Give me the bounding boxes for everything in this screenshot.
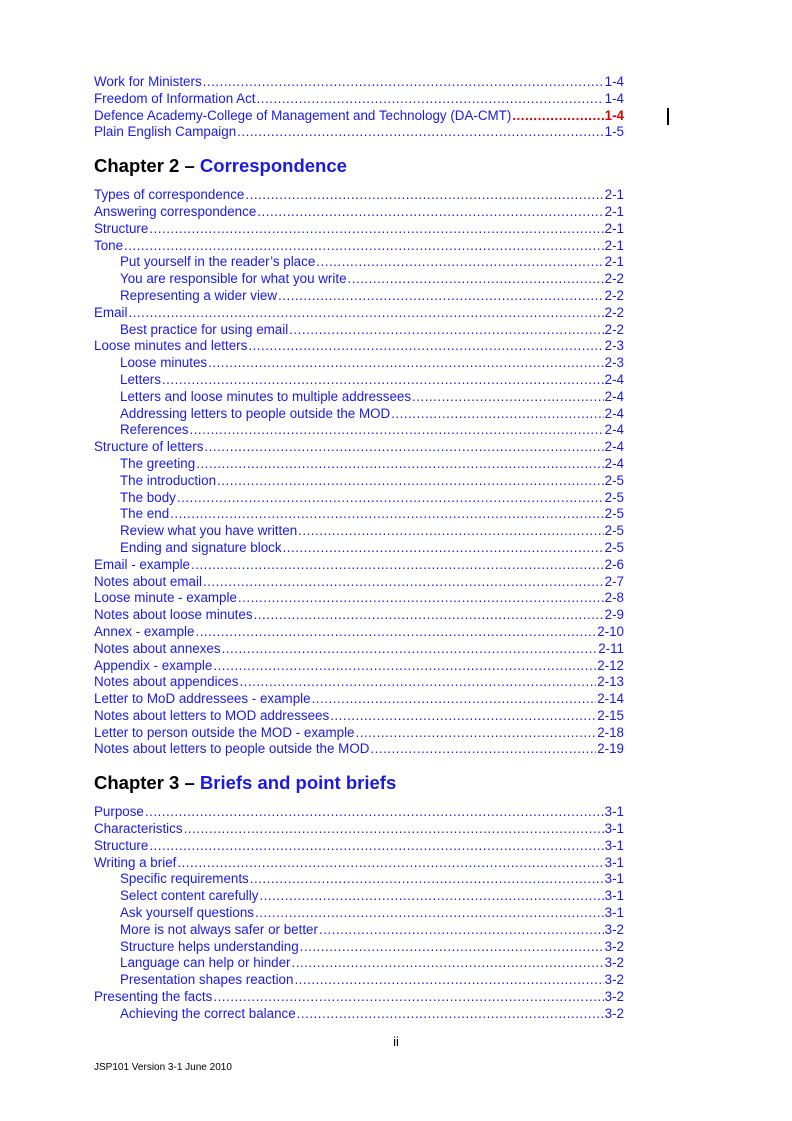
toc-dot-leader — [162, 372, 604, 389]
toc-entry[interactable] — [94, 338, 624, 355]
toc-entry[interactable] — [94, 204, 624, 221]
toc-dot-leader — [319, 922, 604, 939]
toc-dot-leader — [356, 725, 597, 742]
toc-entry[interactable] — [94, 939, 624, 956]
toc-entry-page[interactable]: 3-2 — [604, 989, 624, 1005]
toc-dot-leader — [370, 741, 596, 758]
toc-entry-page[interactable]: 3-1 — [604, 804, 624, 820]
toc-entry[interactable] — [94, 74, 624, 91]
toc-entry-page[interactable]: 2-5 — [604, 506, 624, 522]
toc-entry-page[interactable]: 1-4 — [604, 74, 624, 89]
page-number: ii — [393, 1034, 399, 1049]
toc-entry-title[interactable]: Select content carefully — [120, 888, 259, 904]
toc-entry[interactable] — [94, 108, 624, 125]
chapter-3-heading — [94, 773, 624, 793]
toc-entry-page[interactable]: 3-1 — [604, 854, 624, 870]
toc-entry-title[interactable]: Best practice for using email — [120, 321, 289, 337]
toc-entry-page[interactable]: 2-5 — [604, 472, 624, 488]
toc-dot-leader — [298, 523, 604, 540]
toc-entry[interactable] — [94, 322, 624, 339]
toc-dot-leader — [248, 338, 603, 355]
toc-entry-page[interactable]: 3-2 — [604, 938, 624, 954]
toc-dot-leader — [170, 506, 604, 523]
toc-entry-page[interactable]: 2-2 — [604, 287, 624, 303]
toc-entry-page[interactable]: 2-3 — [604, 338, 624, 354]
toc-entry[interactable] — [94, 607, 624, 624]
toc-dot-leader — [289, 322, 603, 339]
toc-entry[interactable] — [94, 641, 624, 658]
toc-entry-title[interactable]: More is not always safer or better — [120, 921, 318, 937]
toc-entry-page[interactable]: 2-1 — [604, 203, 624, 219]
toc-dot-leader — [177, 855, 603, 872]
toc-dot-leader — [257, 204, 603, 221]
toc-entry-page[interactable]: 3-2 — [604, 1005, 624, 1021]
toc-entry[interactable] — [94, 406, 624, 423]
toc-dot-leader — [208, 355, 604, 372]
toc-entry-title[interactable]: Work for Ministers — [94, 74, 202, 89]
toc-entry-title[interactable]: Put yourself in the reader’s place — [120, 254, 316, 270]
toc-entry-page[interactable]: 2-5 — [604, 489, 624, 505]
toc-dot-leader — [512, 108, 603, 125]
toc-entry-page[interactable]: 2-5 — [604, 523, 624, 539]
toc-entry-page[interactable]: 2-10 — [597, 623, 624, 639]
table-of-contents — [94, 74, 624, 1023]
toc-entry-page[interactable]: 2-3 — [604, 355, 624, 371]
toc-entry[interactable] — [94, 389, 624, 406]
toc-entry-title[interactable]: Presenting the facts — [94, 989, 213, 1005]
toc-entry-title[interactable]: Writing a brief — [94, 854, 177, 870]
toc-dot-leader — [196, 456, 603, 473]
toc-entry[interactable] — [94, 124, 624, 141]
toc-entry[interactable] — [94, 557, 624, 574]
toc-entry-page[interactable]: 2-1 — [604, 187, 624, 203]
toc-dot-leader — [348, 271, 604, 288]
toc-entry-page[interactable]: 2-7 — [604, 573, 624, 589]
toc-entry-page[interactable]: 1-4 — [604, 90, 624, 106]
toc-entry[interactable] — [94, 305, 624, 322]
toc-entry-page[interactable]: 3-2 — [604, 972, 624, 988]
chapter-2-heading — [94, 156, 624, 176]
toc-entry-title[interactable]: Letters — [120, 371, 161, 387]
toc-entry[interactable] — [94, 540, 624, 557]
toc-entry-title[interactable]: Plain English Campaign — [94, 124, 237, 140]
toc-entry[interactable] — [94, 271, 624, 288]
toc-entry[interactable] — [94, 624, 624, 641]
toc-dot-leader — [237, 124, 603, 141]
toc-entry-title[interactable]: The greeting — [120, 455, 196, 471]
toc-dot-leader — [204, 439, 603, 456]
toc-entry[interactable] — [94, 490, 624, 507]
toc-entry[interactable] — [94, 804, 624, 821]
toc-dot-leader — [213, 989, 603, 1006]
toc-entry[interactable] — [94, 422, 624, 439]
toc-entry-title[interactable]: The end — [120, 506, 170, 522]
toc-entry-title[interactable]: References — [120, 422, 189, 438]
chapter-2-prefix: Chapter 2 – — [94, 155, 200, 177]
toc-entry-page[interactable]: 2-4 — [604, 422, 624, 438]
toc-dot-leader — [213, 658, 596, 675]
toc-entry-title[interactable]: Addressing letters to people outside the MOD — [120, 405, 391, 421]
toc-dot-leader — [292, 955, 604, 972]
toc-entry-page[interactable]: 3-1 — [604, 821, 624, 837]
toc-entry-page[interactable]: 2-1 — [604, 220, 624, 236]
toc-entry-title[interactable]: Characteristics — [94, 821, 183, 837]
toc-entry-page[interactable]: 2-18 — [597, 724, 624, 740]
toc-entry-page[interactable]: 3-2 — [604, 955, 624, 971]
toc-entry-page[interactable]: 1-5 — [604, 124, 624, 140]
toc-entry[interactable] — [94, 838, 624, 855]
toc-entry[interactable] — [94, 691, 624, 708]
toc-entry-page[interactable]: 2-4 — [604, 455, 624, 471]
toc-entry-title[interactable]: Annex - example — [94, 623, 195, 639]
toc-entry[interactable] — [94, 238, 624, 255]
toc-dot-leader — [149, 221, 603, 238]
toc-entry-title[interactable]: Email - example — [94, 556, 190, 572]
toc-entry[interactable] — [94, 590, 624, 607]
toc-entry-title[interactable]: The introduction — [120, 472, 217, 488]
toc-entry-page[interactable]: 3-1 — [604, 888, 624, 904]
toc-entry-title[interactable]: Answering correspondence — [94, 203, 257, 219]
toc-dot-leader — [189, 422, 603, 439]
toc-dot-leader — [128, 305, 603, 322]
toc-dot-leader — [257, 91, 604, 108]
toc-entry[interactable] — [94, 456, 624, 473]
toc-entry[interactable] — [94, 473, 624, 490]
toc-entry[interactable] — [94, 221, 624, 238]
toc-entry-page[interactable]: 2-14 — [597, 691, 624, 707]
toc-entry-page[interactable]: 2-4 — [604, 371, 624, 387]
toc-entry-title[interactable]: Appendix - example — [94, 657, 213, 673]
toc-entry-title[interactable]: Achieving the correct balance — [120, 1005, 296, 1021]
toc-dot-leader — [195, 624, 596, 641]
toc-entry[interactable] — [94, 439, 624, 456]
toc-entry-page[interactable]: 2-4 — [604, 439, 624, 455]
toc-entry[interactable] — [94, 288, 624, 305]
toc-entry-title[interactable]: Letter to MoD addressees - example — [94, 691, 311, 707]
toc-entry-title[interactable]: Notes about annexes — [94, 640, 221, 656]
toc-entry-title[interactable]: Defence Academy-College of Management and Technology (DA-CMT) — [94, 107, 512, 123]
toc-dot-leader — [312, 691, 597, 708]
toc-entry-page[interactable]: 1-4 — [604, 107, 624, 123]
toc-entry-title[interactable]: Presentation shapes reaction — [120, 972, 294, 988]
toc-entry-title[interactable]: Loose minutes — [120, 355, 208, 371]
toc-dot-leader — [391, 406, 603, 423]
toc-entry[interactable] — [94, 922, 624, 939]
toc-dot-leader — [124, 238, 604, 255]
toc-dot-leader — [250, 871, 604, 888]
toc-dot-leader — [203, 574, 604, 591]
toc-dot-leader — [203, 74, 604, 91]
toc-dot-leader — [294, 972, 603, 989]
toc-entry-page[interactable]: 2-1 — [604, 254, 624, 270]
toc-entry-title[interactable]: Email — [94, 304, 128, 320]
toc-entry-page[interactable]: 3-1 — [604, 837, 624, 853]
toc-entry-page[interactable]: 2-8 — [604, 590, 624, 606]
toc-entry[interactable] — [94, 708, 624, 725]
toc-entry-title[interactable]: Structure helps understanding — [120, 938, 299, 954]
toc-entry-title[interactable]: Freedom of Information Act — [94, 90, 256, 106]
toc-dot-leader — [177, 490, 604, 507]
toc-entry-title[interactable]: Notes about appendices — [94, 674, 239, 690]
toc-dot-leader — [191, 557, 604, 574]
document-footer: JSP101 Version 3-1 June 2010 — [94, 1062, 232, 1073]
toc-dot-leader — [278, 288, 604, 305]
chapter-3-title[interactable]: Briefs and point briefs — [199, 772, 397, 794]
toc-entry-page[interactable]: 2-6 — [604, 556, 624, 572]
toc-entry[interactable] — [94, 523, 624, 540]
chapter-1-continued-list — [94, 74, 624, 141]
toc-entry[interactable] — [94, 658, 624, 675]
toc-entry-title[interactable]: Tone — [94, 237, 124, 253]
toc-entry-page[interactable]: 2-2 — [604, 321, 624, 337]
toc-entry-page[interactable]: 2-5 — [604, 539, 624, 555]
toc-dot-leader — [217, 473, 604, 490]
toc-dot-leader — [316, 254, 603, 271]
toc-dot-leader — [300, 939, 604, 956]
toc-entry-title[interactable]: The body — [120, 489, 176, 505]
toc-entry-title[interactable]: Ending and signature block — [120, 539, 282, 555]
toc-entry-page[interactable]: 2-2 — [604, 271, 624, 287]
chapter-2-list — [94, 187, 624, 758]
toc-dot-leader — [238, 590, 604, 607]
toc-entry-title[interactable]: Letter to person outside the MOD - example — [94, 724, 355, 740]
toc-entry[interactable] — [94, 372, 624, 389]
toc-entry[interactable] — [94, 871, 624, 888]
toc-entry[interactable] — [94, 91, 624, 108]
toc-entry[interactable] — [94, 506, 624, 523]
toc-dot-leader — [297, 1006, 604, 1023]
toc-entry-page[interactable]: 2-2 — [604, 304, 624, 320]
toc-dot-leader — [283, 540, 604, 557]
toc-entry[interactable] — [94, 1006, 624, 1023]
toc-entry-title[interactable]: Loose minute - example — [94, 590, 237, 606]
toc-dot-leader — [254, 607, 604, 624]
chapter-3-prefix: Chapter 3 – — [94, 772, 200, 794]
toc-dot-leader — [145, 804, 604, 821]
toc-entry-title[interactable]: Structure — [94, 220, 149, 236]
toc-dot-leader — [222, 641, 598, 658]
toc-entry[interactable] — [94, 888, 624, 905]
toc-entry-title[interactable]: Structure — [94, 837, 149, 853]
toc-entry-title[interactable]: Notes about loose minutes — [94, 607, 253, 623]
toc-entry-title[interactable]: Notes about letters to people outside the MOD — [94, 741, 370, 757]
change-bar — [667, 108, 669, 125]
toc-dot-leader — [245, 187, 603, 204]
toc-entry-page[interactable]: 3-1 — [604, 871, 624, 887]
toc-entry-page[interactable]: 2-15 — [597, 707, 624, 723]
toc-entry-page[interactable]: 2-4 — [604, 388, 624, 404]
toc-dot-leader — [255, 905, 604, 922]
toc-entry[interactable] — [94, 574, 624, 591]
toc-entry-page[interactable]: 3-2 — [604, 921, 624, 937]
toc-entry-title[interactable]: Types of correspondence — [94, 187, 245, 203]
toc-entry-title[interactable]: Ask yourself questions — [120, 905, 254, 921]
toc-entry[interactable] — [94, 674, 624, 691]
toc-entry-page[interactable]: 2-12 — [597, 657, 624, 673]
toc-entry[interactable] — [94, 741, 624, 758]
toc-dot-leader — [184, 821, 604, 838]
toc-entry-page[interactable]: 2-9 — [604, 607, 624, 623]
toc-entry[interactable] — [94, 187, 624, 204]
toc-entry[interactable] — [94, 955, 624, 972]
toc-entry[interactable] — [94, 355, 624, 372]
toc-entry-title[interactable]: Specific requirements — [120, 871, 249, 887]
toc-entry-title[interactable]: Structure of letters — [94, 439, 204, 455]
toc-entry[interactable] — [94, 989, 624, 1006]
toc-entry-title[interactable]: Review what you have written — [120, 523, 298, 539]
toc-entry-page[interactable]: 2-4 — [604, 405, 624, 421]
toc-entry[interactable] — [94, 972, 624, 989]
chapter-2-title[interactable]: Correspondence — [199, 155, 347, 177]
toc-entry[interactable] — [94, 725, 624, 742]
chapter-3-list — [94, 804, 624, 1022]
toc-entry-page[interactable]: 2-11 — [598, 640, 624, 656]
toc-entry-page[interactable]: 2-1 — [604, 237, 624, 253]
toc-entry-page[interactable]: 2-13 — [597, 674, 624, 690]
toc-entry-title[interactable]: Language can help or hinder — [120, 955, 291, 971]
toc-dot-leader — [412, 389, 604, 406]
toc-dot-leader — [259, 888, 603, 905]
toc-dot-leader — [330, 708, 596, 725]
toc-entry[interactable] — [94, 905, 624, 922]
toc-entry-title[interactable]: Representing a wider view — [120, 287, 278, 303]
toc-entry-title[interactable]: Loose minutes and letters — [94, 338, 248, 354]
toc-entry-page[interactable]: 2-19 — [597, 741, 624, 757]
toc-entry[interactable] — [94, 855, 624, 872]
toc-dot-leader — [239, 674, 596, 691]
toc-entry-page[interactable]: 3-1 — [604, 905, 624, 921]
toc-entry-title[interactable]: Purpose — [94, 804, 144, 820]
toc-entry-title[interactable]: Letters and loose minutes to multiple addressees — [120, 388, 412, 404]
toc-entry-title[interactable]: You are responsible for what you write — [120, 271, 347, 287]
toc-entry-title[interactable]: Notes about letters to MOD addressees — [94, 707, 330, 723]
toc-entry-title[interactable]: Notes about email — [94, 573, 202, 589]
toc-entry[interactable] — [94, 821, 624, 838]
toc-entry[interactable] — [94, 254, 624, 271]
toc-dot-leader — [149, 838, 603, 855]
